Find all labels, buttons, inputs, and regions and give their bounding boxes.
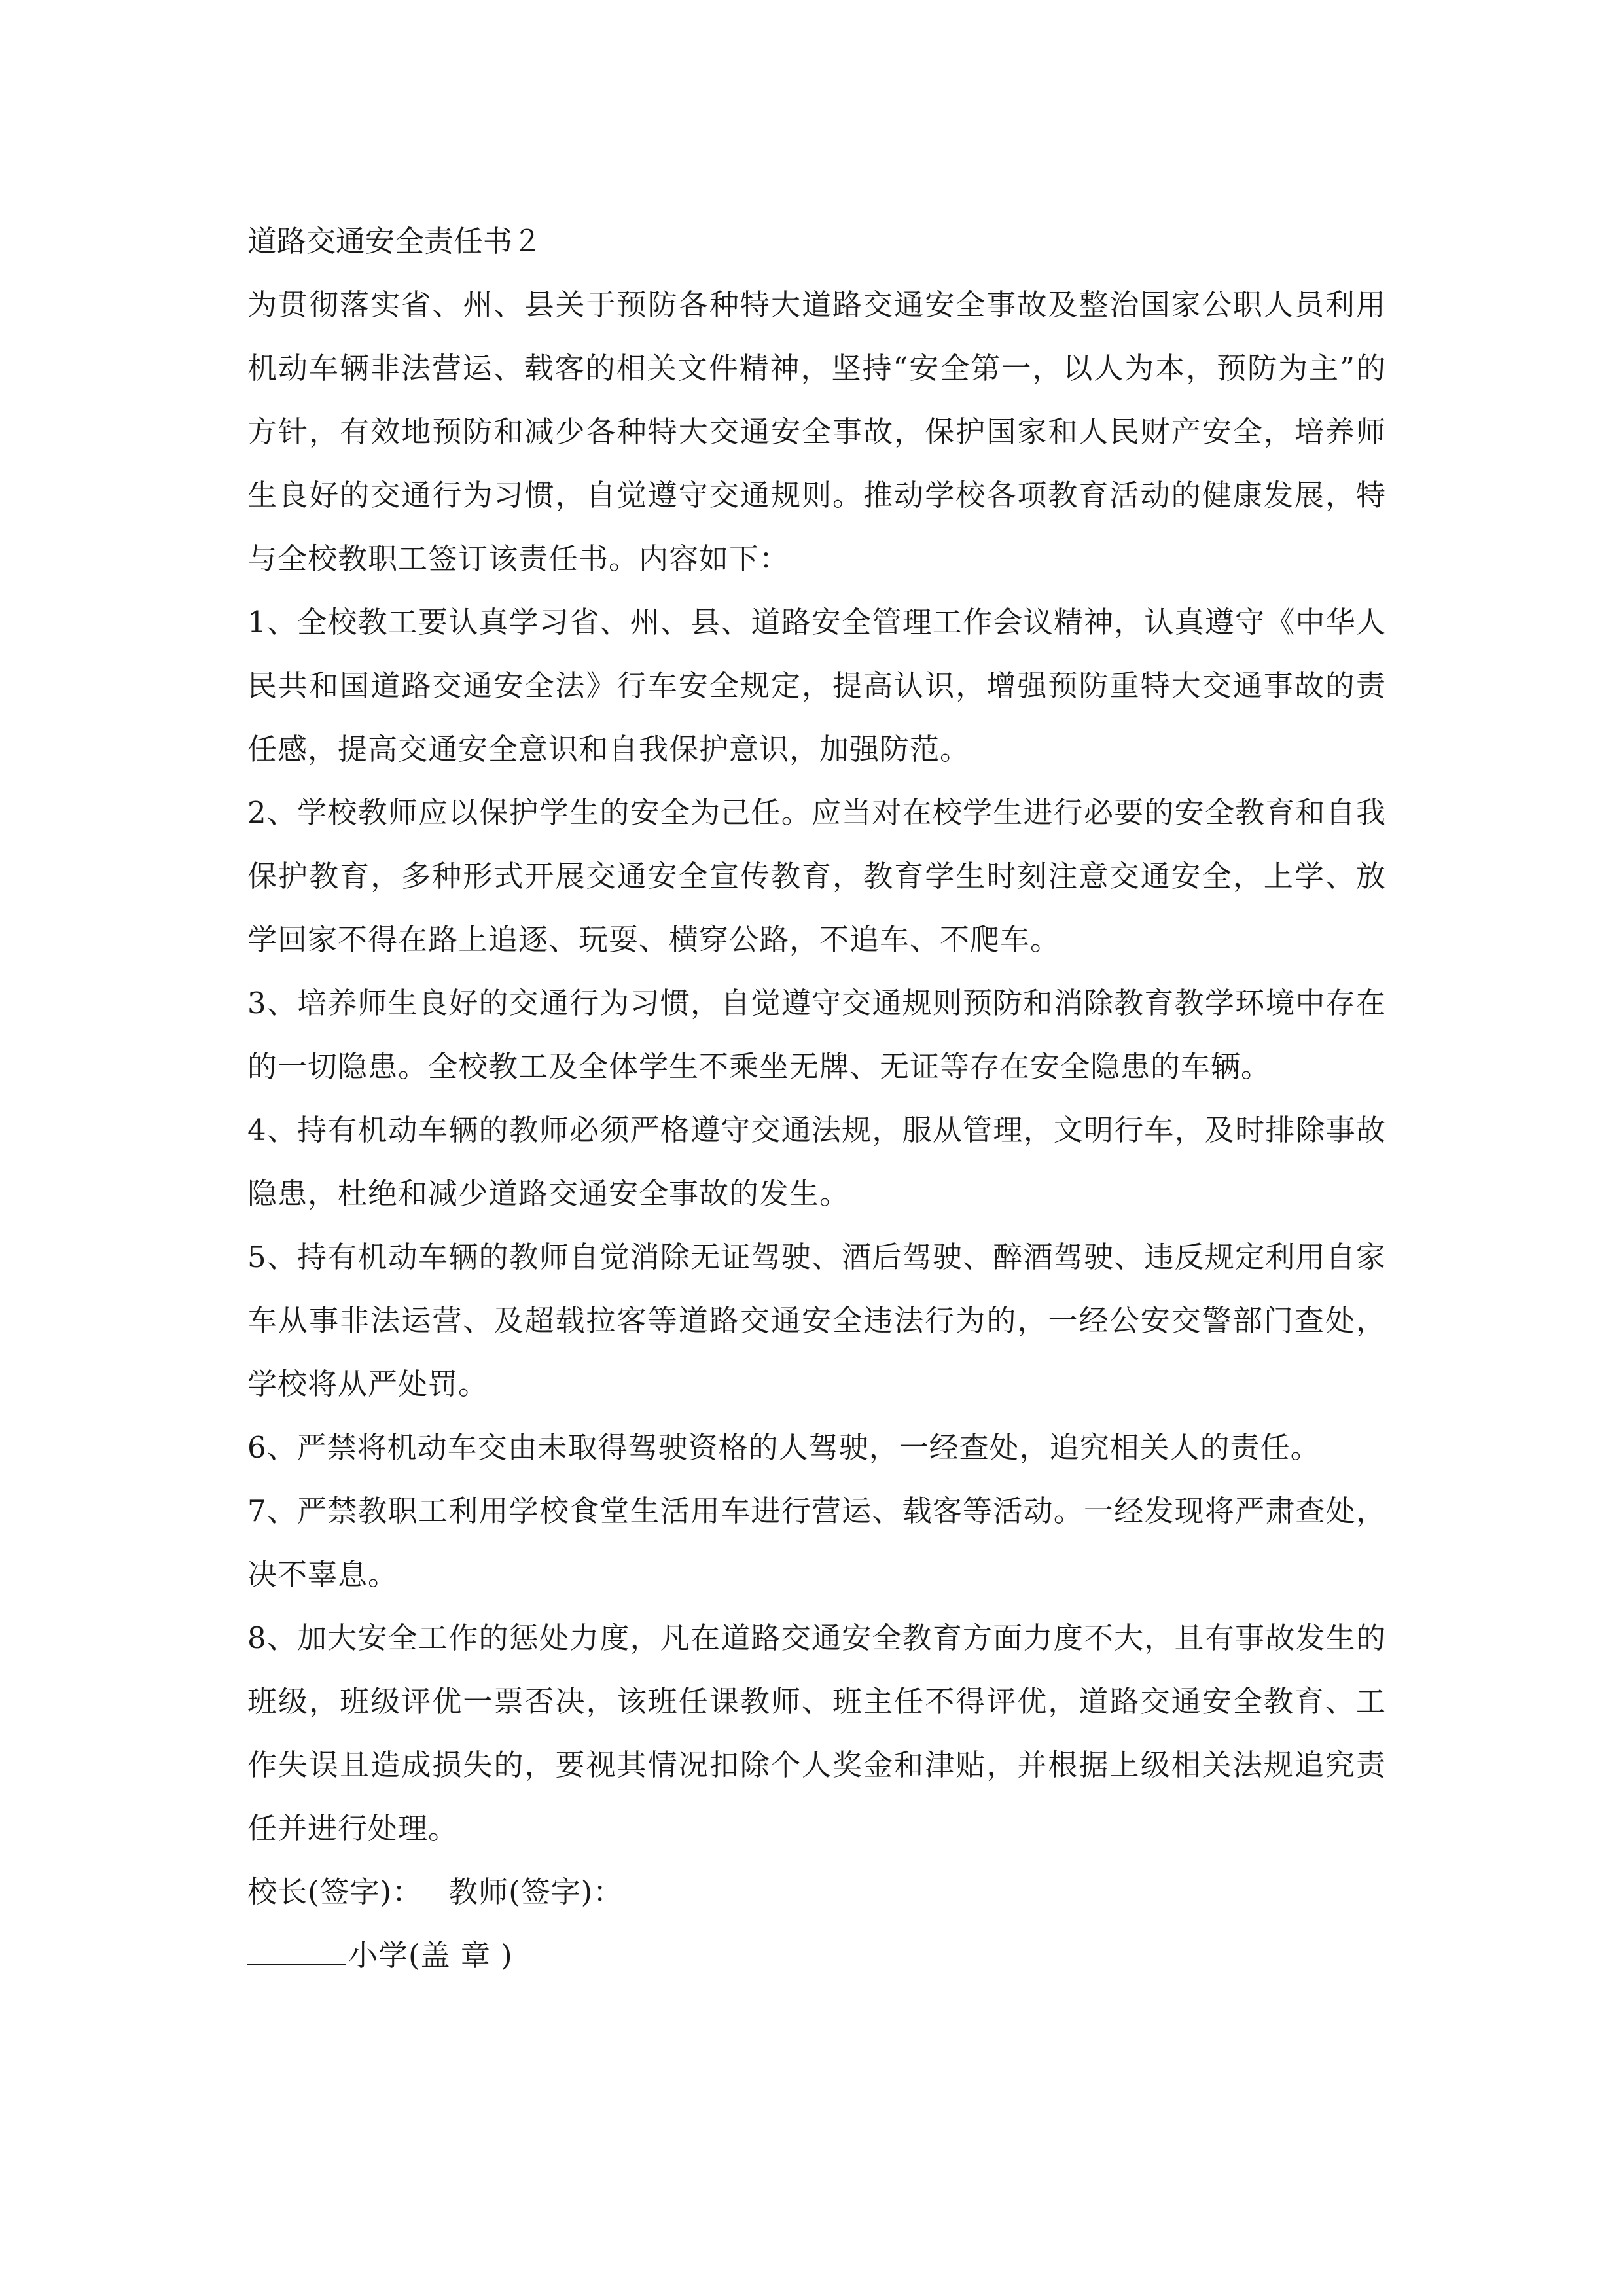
school-name-blank [247,1938,346,1965]
clause-8: 8、加大安全工作的惩处力度，凡在道路交通安全教育方面力度不大，且有事故发生的班级，班级评优一票否决，该班任课教师、班主任不得评优，道路交通安全教育、工作失误且造成损失的，要视其情况扣除个人奖金和津贴，并根据上级相关法规追究责任并进行处理。 [247,1621,1386,1846]
clause-3: 3、培养师生良好的交通行为习惯，自觉遵守交通规则预防和消除教育教学环境中存在的一切隐患。全校教工及全体学生不乘坐无牌、无证等存在安全隐患的车辆。 [247,986,1386,1084]
signature-line [247,1860,1386,1924]
document-title: 道路交通安全责任书２ [247,224,543,259]
document-body [247,209,1386,1987]
school-seal-line [247,1924,1386,1987]
clause-4: 4、持有机动车辆的教师必须严格遵守交通法规，服从管理，文明行车，及时排除事故隐患，杜绝和减少道路交通安全事故的发生。 [247,1113,1386,1211]
principal-signature-label: 校长(签字)： [247,1874,423,1909]
clause-1: 1、全校教工要认真学习省、州、县、道路安全管理工作会议精神，认真遵守《中华人民共和国道路交通安全法》行车安全规定，提高认识，增强预防重特大交通事故的责任感，提高交通安全意识和自我保护意识，加强防范。 [247,605,1386,766]
teacher-signature-label: 教师(签字)： [448,1874,624,1909]
intro-paragraph: 为贯彻落实省、州、县关于预防各种特大道路交通安全事故及整治国家公职人员利用机动车辆非法营运、载客的相关文件精神，坚持“安全第一，以人为本，预防为主”的方针，有效地预防和减少各种特大交通安全事故，保护国家和人民财产安全，培养师生良好的交通行为习惯，自觉遵守交通规则。推动学校各项教育活动的健康发展，特与全校教职工签订该责任书。内容如下： [247,287,1386,576]
school-seal-label: 小学(盖 章 ) [348,1938,513,1973]
clause-5: 5、持有机动车辆的教师自觉消除无证驾驶、酒后驾驶、醉酒驾驶、违反规定利用自家车从事非法运营、及超载拉客等道路交通安全违法行为的，一经公安交警部门查处，学校将从严处罚。 [247,1240,1386,1401]
clause-2: 2、学校教师应以保护学生的安全为己任。应当对在校学生进行必要的安全教育和自我保护教育，多种形式开展交通安全宣传教育，教育学生时刻注意交通安全，上学、放学回家不得在路上追逐、玩耍、横穿公路，不追车、不爬车。 [247,795,1386,957]
clause-7: 7、严禁教职工利用学校食堂生活用车进行营运、载客等活动。一经发现将严肃查处，决不辜息。 [247,1494,1386,1592]
clause-6: 6、严禁将机动车交由未取得驾驶资格的人驾驶，一经查处，追究相关人的责任。 [247,1430,1321,1465]
